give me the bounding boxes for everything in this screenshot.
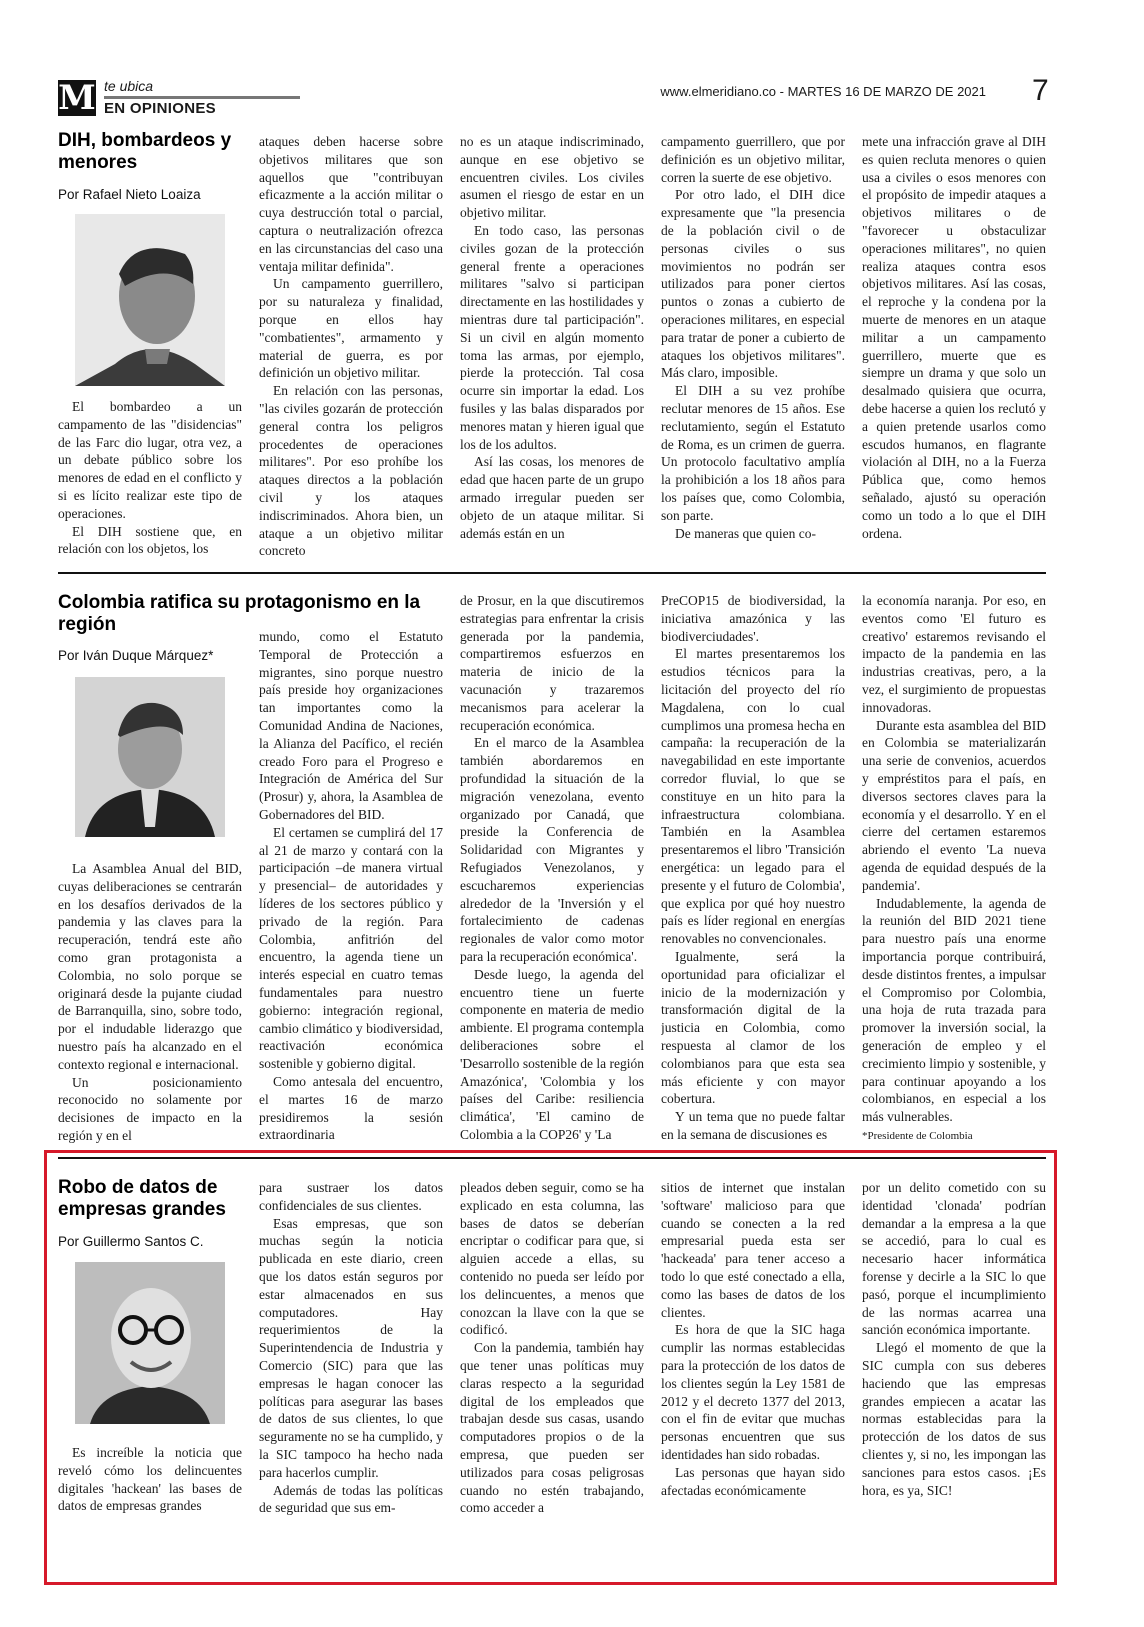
section-name: EN OPINIONES xyxy=(104,100,216,117)
paragraph: campamento guerrillero, que por definición es un objetivo militar, corren la suerte de ese objetivo. xyxy=(661,134,845,185)
article-title: Robo de datos de empresas grandes xyxy=(58,1177,226,1220)
article-column xyxy=(460,133,644,561)
portrait-icon xyxy=(75,677,225,837)
article-column xyxy=(58,1444,242,1516)
paragraph: Llegó el momento de que la SIC cumpla con sus deberes haciendo que las empresas grandes empiecen a acatar las normas establecidas para la protección de los datos de sus clientes y, si no, les impongan las sanciones para estos casos. ¡Es hora, es ya, SIC! xyxy=(862,1340,1046,1498)
paragraph: por un delito cometido con su identidad 'clonada' podrían demandar a la empresa a la que se accedió, para lo cual es necesario hacer informática forense y decirle a la SIC lo que pasó, porque el incumplimiento de las normas acarrea una sanción económica importante. xyxy=(862,1180,1046,1338)
article-column xyxy=(460,592,644,1145)
article-column xyxy=(460,1179,644,1519)
paragraph: Es increíble la noticia que reveló cómo los delincuentes digitales 'hackean' las bases de datos de empresas grandes xyxy=(58,1445,242,1514)
portrait-icon xyxy=(75,1262,225,1424)
paragraph: Las personas que hayan sido afectadas económicamente xyxy=(661,1464,845,1498)
paragraph: Y un tema que no puede faltar en la semana de discusiones es xyxy=(661,1109,845,1142)
paragraph: no es un ataque indiscriminado, aunque en ese objetivo se encuentren civiles. Los civiles asumen el riesgo de estar en un objetivo militar. xyxy=(460,134,644,221)
paragraph: Indudablemente, la agenda de la reunión del BID 2021 tiene para nuestro país una enorme importancia porque contribuirá, desde distintos frentes, a impulsar el Compromiso por Colombia, una hoja de ruta trazada para promover la inversión social, la generación de empleo y el crecimiento limpio y sostenible, y para continuar apoyando a los colombianos, en especial a los más vulnerables. xyxy=(862,895,1046,1125)
paragraph: Desde luego, la agenda del encuentro tiene un fuerte componente en materia de medio ambiente. El programa contempla deliberaciones sobre el 'Desarrollo sostenible de la región Amazónica', 'Colombia y los países del Caribe: resiliencia climática', 'El camino de Colombia a la COP26' y 'La xyxy=(460,966,644,1142)
article-column xyxy=(862,592,1046,1145)
paragraph: Un posicionamiento reconocido no solamente por decisiones de impacto en la región y en el xyxy=(58,1074,242,1143)
paragraph: la economía naranja. Por eso, en eventos como 'El futuro es creativo' estaremos revisando el impacto de la pandemia en las industrias creativas, pero, a la vez, el surgimiento de propuestas innovadoras. xyxy=(862,593,1046,715)
article-column xyxy=(58,860,242,1145)
paragraph: Así las cosas, los menores de edad que hacen parte de un grupo armado irregular pueden ser objeto de un ataque militar. Si además están en un xyxy=(460,454,644,541)
footnote: *Presidente de Colombia xyxy=(862,1129,973,1142)
article-title: DIH, bombardeos y menores xyxy=(58,130,232,173)
article-title: Colombia ratifica su protagonismo en la región xyxy=(58,592,421,635)
paragraph: En el marco de la Asamblea también abordaremos en profundidad la situación de la migración venezolana, evento organizado por Canadá, que preside la Conferencia de Solidaridad con Migrantes y Refugiados Venezolanos, y escucharemos experiencias alrededor de la 'Inversión y el fortalecimiento de cadenas regionales de valor como motor para la recuperación económica'. xyxy=(460,735,644,964)
paragraph: mundo, como el Estatuto Temporal de Protección a migrantes, sino porque nuestro país preside hoy organizaciones tan importantes como la Comunidad Andina de Naciones, la Alianza del Pacífico, el recién creado Foro para el Progreso e Integración de América del Sur (Prosur) y, ahora, la Asamblea de Gobernadores del BID. xyxy=(259,629,443,822)
paragraph: Un campamento guerrillero, por su naturaleza y finalidad, porque en ellos hay "combatientes", armamento y material de guerra, es por definición un objetivo militar. xyxy=(259,276,443,381)
article-author: Por Iván Duque Márquez* xyxy=(58,648,214,663)
paragraph: La Asamblea Anual del BID, cuyas deliberaciones se centrarán en los desafíos derivados de la pandemia y las claves para la recuperación, tendrá este año como gran protagonista a Colombia, no solo porque se originará desde la pujante ciudad de Barranquilla, sino, sobre todo, por el indudable liderazgo que nuestro país ha alcanzado en el contexto regional e internacional. xyxy=(58,861,242,1072)
paragraph: PreCOP15 de biodiversidad, la iniciativa amazónica y las biodiverciudades'. xyxy=(661,593,845,644)
header-rule xyxy=(104,96,300,99)
paragraph: Durante esta asamblea del BID en Colombia se materializarán una serie de convenios, acuerdos y empréstitos para el país, en diversos sectores claves para la economía y el desarrollo. Y en el cierre del certamen estaremos abriendo el evento 'La nueva agenda de equidad después de la pandemia'. xyxy=(862,717,1046,893)
paragraph: El DIH a su vez prohíbe reclutar menores de 15 años. Ese reclutamiento, según el Estatuto de Roma, es un crimen de guerra. Un protocolo facultativo amplía la prohibición a los 18 años para los países que, como Colombia, son parte. xyxy=(661,383,845,523)
paragraph: para sustraer los datos confidenciales de sus clientes. xyxy=(259,1180,443,1213)
article-column xyxy=(862,1179,1046,1519)
paragraph: Es hora de que la SIC haga cumplir las normas establecidas para la protección de los datos de los clientes según la Ley 1581 de 2012 y el decreto 1377 del 2013, con el fin de evitar que muchas personas encuentren que sus identidades han sido robadas. xyxy=(661,1322,845,1462)
paragraph: mete una infracción grave al DIH es quien recluta menores o quien usa a civiles o esos menores con el propósito de impedir ataques a objetivos militares o de "favorecer u obstaculizar operaciones militares", no quien realiza ataques contra esos objetivos militares. Así las cosas, el reproche y la condena por la muerte de menores en un ataque militar a un campamento guerrillero, muerte que es siempre un drama y que solo un desalmado quisiera que ocurra, debe hacerse a quien los reclutó y a quien pretende usarlos como escudos humanos, en flagrante violación al DIH, no a la Fuerza Pública que, como hemos señalado, ajustó su operación como un todo a lo que el DIH ordena. xyxy=(862,134,1046,541)
article-author: Por Rafael Nieto Loaiza xyxy=(58,187,201,202)
page-number: 7 xyxy=(1032,74,1049,107)
newspaper-logo: M xyxy=(58,78,96,118)
section-divider xyxy=(58,572,1046,574)
author-photo xyxy=(75,1262,225,1424)
article-column xyxy=(259,628,443,1145)
article-column xyxy=(862,133,1046,561)
author-photo xyxy=(75,677,225,837)
paragraph: pleados deben seguir, como se ha explicado en esta columna, las bases de datos se deberían encriptar o codificar para que, si alguien accede a ellas, su contenido no pueda ser leído por los delincuentes, a menos que conozcan la llave con la que se codificó. xyxy=(460,1180,644,1338)
article-column xyxy=(661,592,845,1145)
paragraph: de Prosur, en la que discutiremos estrategias para enfrentar la crisis generada por la pandemia, compartiremos esfuerzos en materia de inicio de la vacunación y trazaremos mecanismos para acelerar la recuperación económica. xyxy=(460,593,644,733)
paragraph: Igualmente, será la oportunidad para oficializar el inicio de la modernización y transformación digital de la justicia en Colombia, como respuesta al clamor de los colombianos para que esta sea más eficiente y con mayor cobertura. xyxy=(661,948,845,1107)
article-column xyxy=(661,1179,845,1519)
paragraph: El martes presentaremos los estudios técnicos para la licitación del proyecto del río Magdalena, con lo cual cumplimos una promesa hecha en campaña: la recuperación de la navegabilidad en este importante corredor fluvial, lo que se constituye en un hito para la infraestructura colombiana. También en la Asamblea presentaremos el libro 'Transición energética: un legado para el presente y el futuro de Colombia', que explica por qué hoy nuestro país es líder regional en energías renovables no convencionales. xyxy=(661,646,845,947)
article-column xyxy=(661,133,845,561)
paragraph: Por otro lado, el DIH dice expresamente que "la presencia de la población civil o de personas civiles o sus movimientos no podrán ser utilizados para poner ciertos puntos o zonas a cubierto de operaciones militares, en especial para tratar de poner a cubierto de ataques los objetivos militares". Más claro, imposible. xyxy=(661,187,845,381)
paragraph: sitios de internet que instalan 'software' malicioso para que cuando se conecten a la red empresarial pueda esta ser 'hackeada' para tener acceso a todo lo que esté conectado a ella, como las bases de datos de los clientes. xyxy=(661,1180,845,1320)
paragraph: Como antesala del encuentro, el martes 16 de marzo presidiremos la sesión extraordinaria xyxy=(259,1073,443,1143)
header-tagline: te ubica xyxy=(104,78,154,94)
paragraph: De maneras que quien co- xyxy=(675,525,816,541)
article-column xyxy=(58,398,242,560)
paragraph: Esas empresas, que son muchas según la noticia publicada en este diario, creen que los datos están seguros por estar almacenados en sus computadores. Hay requerimientos de la Superintendencia de Industria y Comercio (SIC) para que las empresas le hagan conocer las políticas para asegurar las bases de datos de sus clientes, lo que seguramente no se ha cumplido, y la SIC tampoco ha hecho nada para hacerlos cumplir. xyxy=(259,1215,443,1480)
article-author: Por Guillermo Santos C. xyxy=(58,1234,204,1249)
paragraph: ataques deben hacerse sobre objetivos militares que son aquellos que "contribuyan eficazmente a la acción militar o cuya destrucción total o parcial, captura o neutralización ofrezca en las circunstancias del caso una ventaja militar definida". xyxy=(259,134,443,274)
portrait-icon xyxy=(75,214,225,386)
article-column xyxy=(259,1179,443,1519)
paragraph: En relación con las personas, "las civiles gozarán de protección general contra los peligros procedentes de operaciones militares". Por eso prohíbe los ataques directos a la población civil y los ataques indiscriminados. Ahora bien, un ataque a un objetivo militar concreto xyxy=(259,383,443,559)
paragraph: En todo caso, las personas civiles gozan de la protección general frente a operaciones militares "salvo si participan directamente en las hostilidades y mientras dure tal participación". Si un civil en algún momento toma las armas, por ejemplo, pierde la protección. Tal cosa ocurre sin importar la edad. Los fusiles y las balas disparados por menores matan y hieren igual que los de los adultos. xyxy=(460,222,644,452)
paragraph: El bombardeo a un campamento de las "disidencias" de las Farc dio lugar, otra vez, a un debate público sobre los menores de edad en el conflicto y si es lícito realizar este tipo de operaciones. xyxy=(58,399,242,521)
paragraph: Con la pandemia, también hay que tener unas políticas muy claras respecto a la seguridad digital de los empleados que trabajan desde sus casas, usando computadores propios o de la empresa, que pueden ser utilizados para cosas peligrosas cuando no estén trabajando, como acceder a xyxy=(460,1340,644,1516)
author-photo xyxy=(75,214,225,386)
paragraph: Además de todas las políticas de seguridad que sus em- xyxy=(259,1482,443,1516)
article-column xyxy=(259,133,443,561)
paragraph: El DIH sostiene que, en relación con los objetos, los xyxy=(58,523,242,557)
header-meta: www.elmeridiano.co - MARTES 16 DE MARZO DE 2021 xyxy=(660,84,986,99)
paragraph: El certamen se cumplirá del 17 al 21 de marzo y contará con la participación –de manera virtual y presencial– de autoridades y líderes de los sectores público y privado de la región. Para Colombia, anfitrión del encuentro, la agenda tiene un interés especial en cuatro temas fundamentales para nuestro gobierno: integración regional, cambio climático y biodiversidad, reactivación económica sostenible y gobierno digital. xyxy=(259,824,443,1072)
